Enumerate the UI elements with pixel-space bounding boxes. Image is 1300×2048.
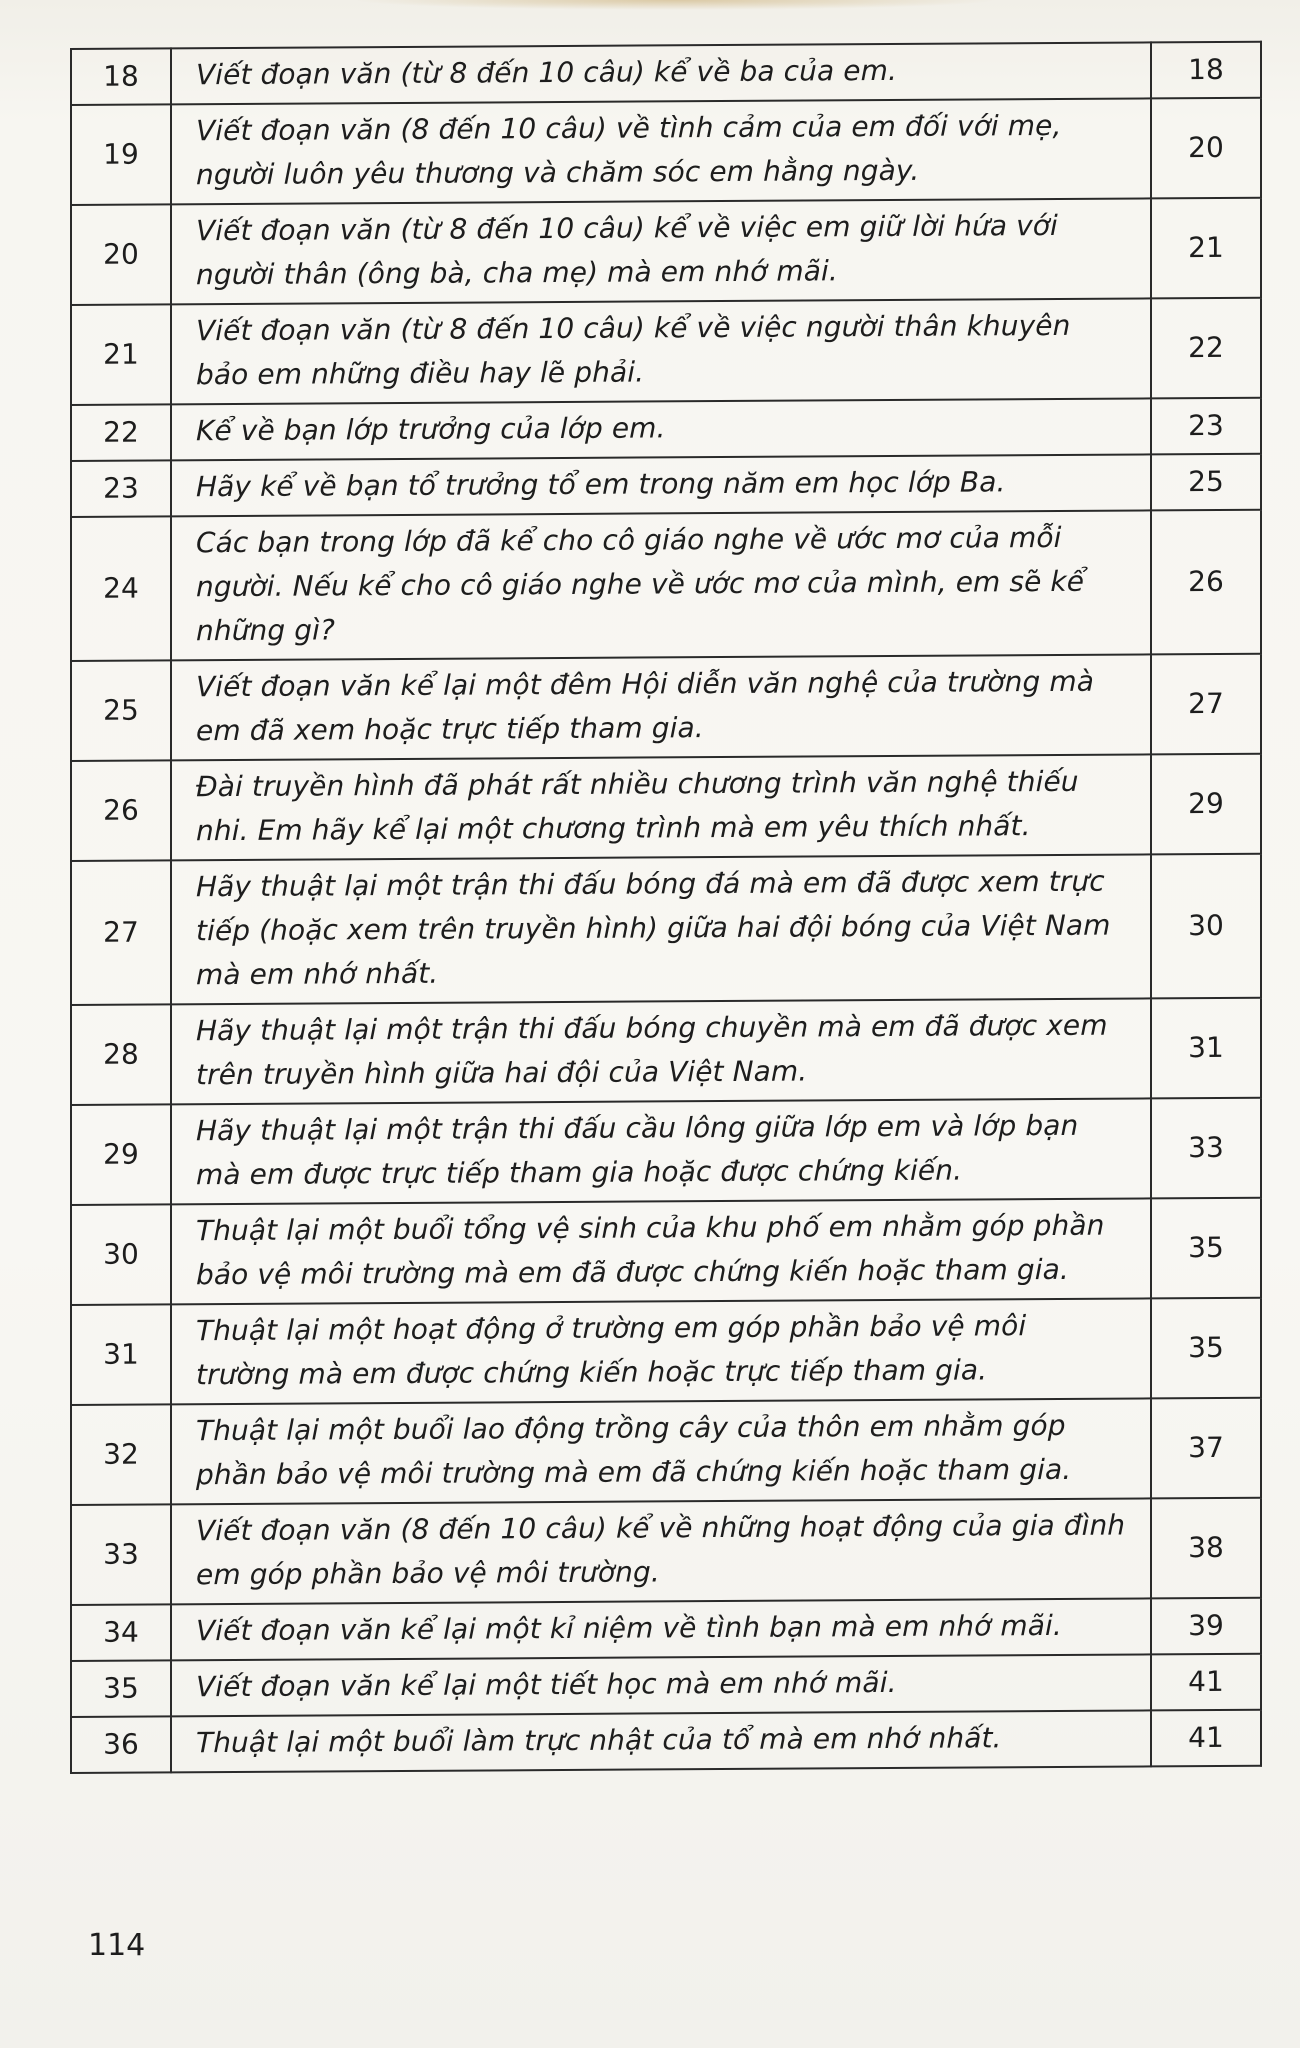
row-title: Hãy kể về bạn tổ trưởng tổ em trong năm em học lớp Ba. [171,454,1151,516]
row-title: Viết đoạn văn (từ 8 đến 10 câu) kể về việc người thân khuyên bảo em những điều hay lẽ phải. [171,298,1151,404]
row-title: Thuật lại một hoạt động ở trường em góp phần bảo vệ môi trường mà em được chứng kiến hoặc trực tiếp tham gia. [171,1298,1151,1404]
table-row [71,998,1261,1105]
row-number: 33 [71,1504,171,1605]
row-number: 23 [71,460,171,517]
table-row [71,298,1261,405]
table-row [71,654,1261,761]
row-title: Kể về bạn lớp trưởng của lớp em. [171,398,1151,460]
row-title: Các bạn trong lớp đã kể cho cô giáo nghe về ước mơ của mỗi người. Nếu kể cho cô giáo nghe về ước mơ của mình, em sẽ kể những gì? [171,510,1151,660]
row-number: 26 [71,760,171,861]
table-row [71,1298,1261,1405]
row-page-number: 25 [1151,454,1261,511]
row-number: 36 [71,1716,171,1773]
row-number: 18 [71,48,171,105]
row-number: 27 [71,860,171,1005]
table-row [71,1398,1261,1505]
row-number: 34 [71,1604,171,1661]
row-page-number: 18 [1151,42,1261,99]
table-row [71,398,1261,461]
row-page-number: 20 [1151,98,1261,199]
row-page-number: 38 [1151,1498,1261,1599]
row-title: Hãy thuật lại một trận thi đấu bóng đá mà em đã được xem trực tiếp (hoặc xem trên truyền hình) giữa hai đội bóng của Việt Nam mà em nhớ nhất. [171,854,1151,1004]
row-title: Viết đoạn văn kể lại một đêm Hội diễn văn nghệ của trường mà em đã xem hoặc trực tiếp tham gia. [171,654,1151,760]
row-page-number: 33 [1151,1098,1261,1199]
table-of-contents [70,41,1262,1774]
row-page-number: 31 [1151,998,1261,1099]
row-page-number: 41 [1151,1654,1261,1711]
row-title: Viết đoạn văn kể lại một kỉ niệm về tình bạn mà em nhớ mãi. [171,1598,1151,1660]
row-title: Hãy thuật lại một trận thi đấu cầu lông giữa lớp em và lớp bạn mà em được trực tiếp tham gia hoặc được chứng kiến. [171,1098,1151,1204]
row-number: 24 [71,516,171,661]
row-number: 25 [71,660,171,761]
table-row [71,1654,1261,1717]
row-number: 32 [71,1404,171,1505]
table-row [71,98,1261,205]
row-title: Viết đoạn văn (từ 8 đến 10 câu) kể về ba của em. [171,42,1151,104]
table-row [71,1710,1261,1773]
row-page-number: 26 [1151,510,1261,655]
row-page-number: 39 [1151,1598,1261,1655]
row-number: 28 [71,1004,171,1105]
page-number: 114 [88,1928,146,1963]
row-title: Viết đoạn văn (từ 8 đến 10 câu) kể về việc em giữ lời hứa với người thân (ông bà, cha mẹ) mà em nhớ mãi. [171,198,1151,304]
row-page-number: 35 [1151,1298,1261,1399]
page-edge-shadow [350,0,1000,10]
row-title: Thuật lại một buổi lao động trồng cây của thôn em nhằm góp phần bảo vệ môi trường mà em đã chứng kiến hoặc tham gia. [171,1398,1151,1504]
row-number: 29 [71,1104,171,1205]
table-row [71,1198,1261,1305]
table-row [71,1098,1261,1205]
row-page-number: 27 [1151,654,1261,755]
row-number: 21 [71,304,171,405]
table-row [71,454,1261,517]
table-row [71,754,1261,861]
table-row [71,1598,1261,1661]
row-page-number: 37 [1151,1398,1261,1499]
row-number: 35 [71,1660,171,1717]
table-row [71,1498,1261,1605]
toc-body [71,42,1261,1773]
row-page-number: 21 [1151,198,1261,299]
table-row [71,42,1261,105]
table-row [71,854,1261,1005]
row-page-number: 30 [1151,854,1261,999]
row-title: Viết đoạn văn kể lại một tiết học mà em nhớ mãi. [171,1654,1151,1716]
table-row [71,198,1261,305]
row-page-number: 35 [1151,1198,1261,1299]
row-title: Hãy thuật lại một trận thi đấu bóng chuyền mà em đã được xem trên truyền hình giữa hai đội của Việt Nam. [171,998,1151,1104]
row-title: Thuật lại một buổi làm trực nhật của tổ mà em nhớ nhất. [171,1710,1151,1772]
row-number: 20 [71,204,171,305]
row-page-number: 23 [1151,398,1261,455]
row-number: 22 [71,404,171,461]
row-title: Thuật lại một buổi tổng vệ sinh của khu phố em nhằm góp phần bảo vệ môi trường mà em đã được chứng kiến hoặc tham gia. [171,1198,1151,1304]
row-number: 31 [71,1304,171,1405]
row-number: 30 [71,1204,171,1305]
row-title: Viết đoạn văn (8 đến 10 câu) về tình cảm của em đối với mẹ, người luôn yêu thương và chăm sóc em hằng ngày. [171,98,1151,204]
row-title: Đài truyền hình đã phát rất nhiều chương trình văn nghệ thiếu nhi. Em hãy kể lại một chương trình mà em yêu thích nhất. [171,754,1151,860]
table-row [71,510,1261,661]
row-title: Viết đoạn văn (8 đến 10 câu) kể về những hoạt động của gia đình em góp phần bảo vệ môi trường. [171,1498,1151,1604]
row-page-number: 22 [1151,298,1261,399]
row-page-number: 41 [1151,1710,1261,1767]
row-number: 19 [71,104,171,205]
row-page-number: 29 [1151,754,1261,855]
